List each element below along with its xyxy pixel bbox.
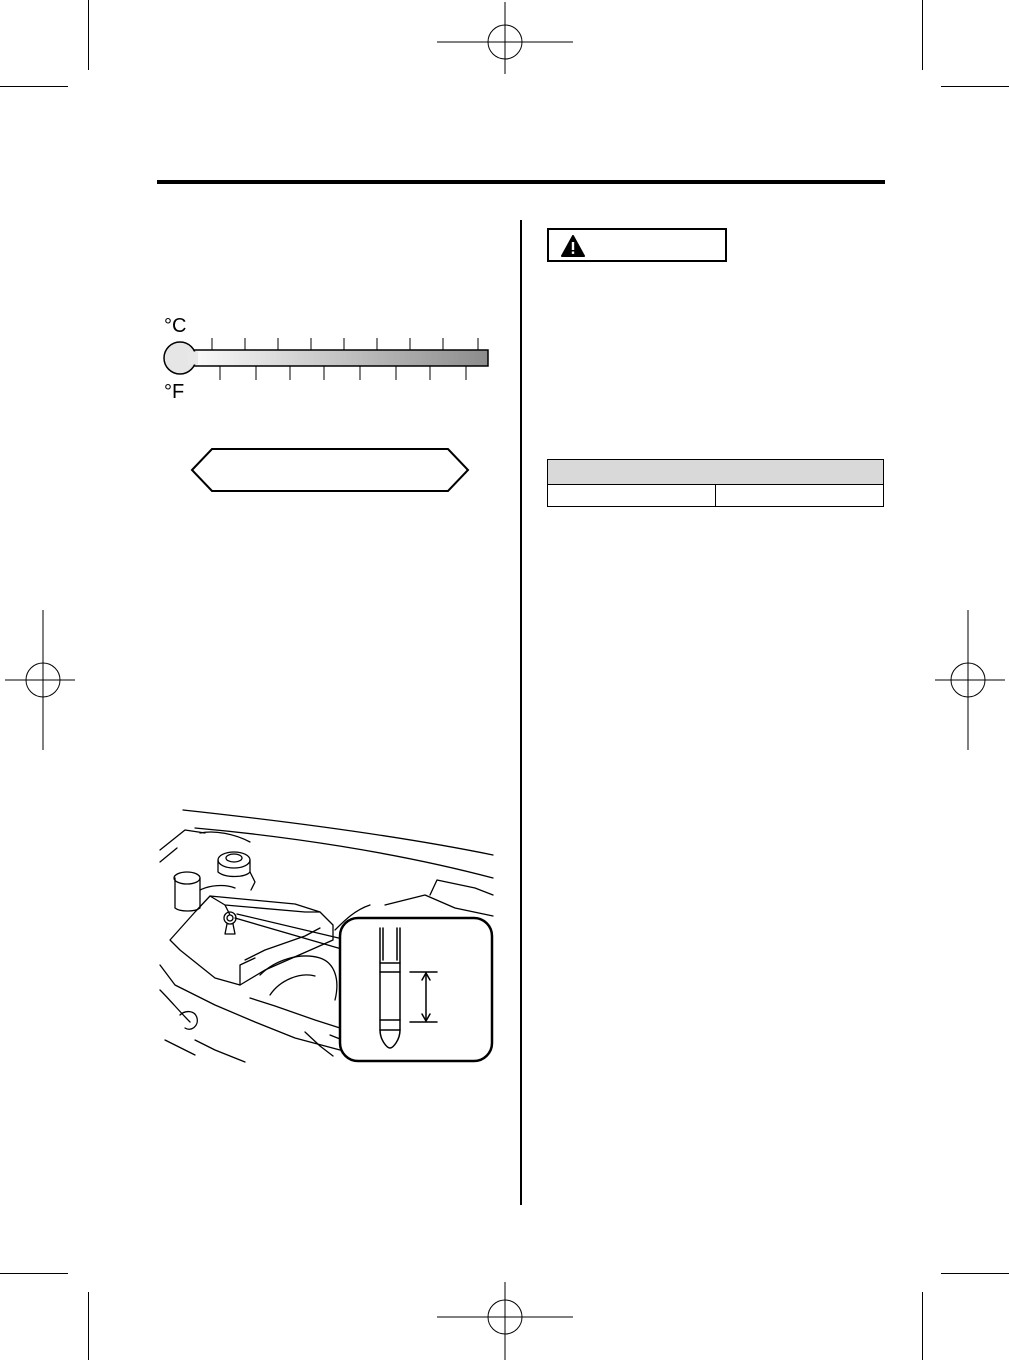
spec-table-cell-right xyxy=(716,485,884,507)
registration-mark-right xyxy=(935,610,1005,750)
crop-mark-top-left-horizontal xyxy=(0,86,68,87)
crop-mark-top-left-vertical xyxy=(88,0,89,70)
range-hexagon xyxy=(190,447,470,493)
spec-table-cell-left xyxy=(548,485,716,507)
registration-mark-bottom xyxy=(437,1282,573,1360)
celsius-label: °C xyxy=(164,315,187,337)
warning-box xyxy=(547,228,727,262)
crop-mark-top-right-vertical xyxy=(922,0,923,70)
spec-table-header-cell xyxy=(548,460,884,485)
warning-triangle-icon xyxy=(561,235,585,257)
spec-table-row xyxy=(548,485,884,507)
crop-mark-bottom-right-horizontal xyxy=(941,1273,1009,1274)
header-rule xyxy=(157,180,885,184)
crop-mark-bottom-right-vertical xyxy=(922,1292,923,1360)
fahrenheit-label: °F xyxy=(164,381,185,403)
crop-mark-bottom-left-horizontal xyxy=(0,1273,68,1274)
registration-mark-top xyxy=(437,2,573,80)
column-divider xyxy=(520,220,522,1205)
temperature-scale xyxy=(150,310,500,405)
spec-table-header-row xyxy=(548,460,884,485)
thermometer-graphic xyxy=(150,310,500,405)
registration-mark-left xyxy=(5,610,75,750)
crop-mark-top-right-horizontal xyxy=(941,86,1009,87)
engine-compartment-illustration xyxy=(155,800,500,1070)
crop-mark-bottom-left-vertical xyxy=(88,1292,89,1360)
spec-table xyxy=(547,459,884,507)
